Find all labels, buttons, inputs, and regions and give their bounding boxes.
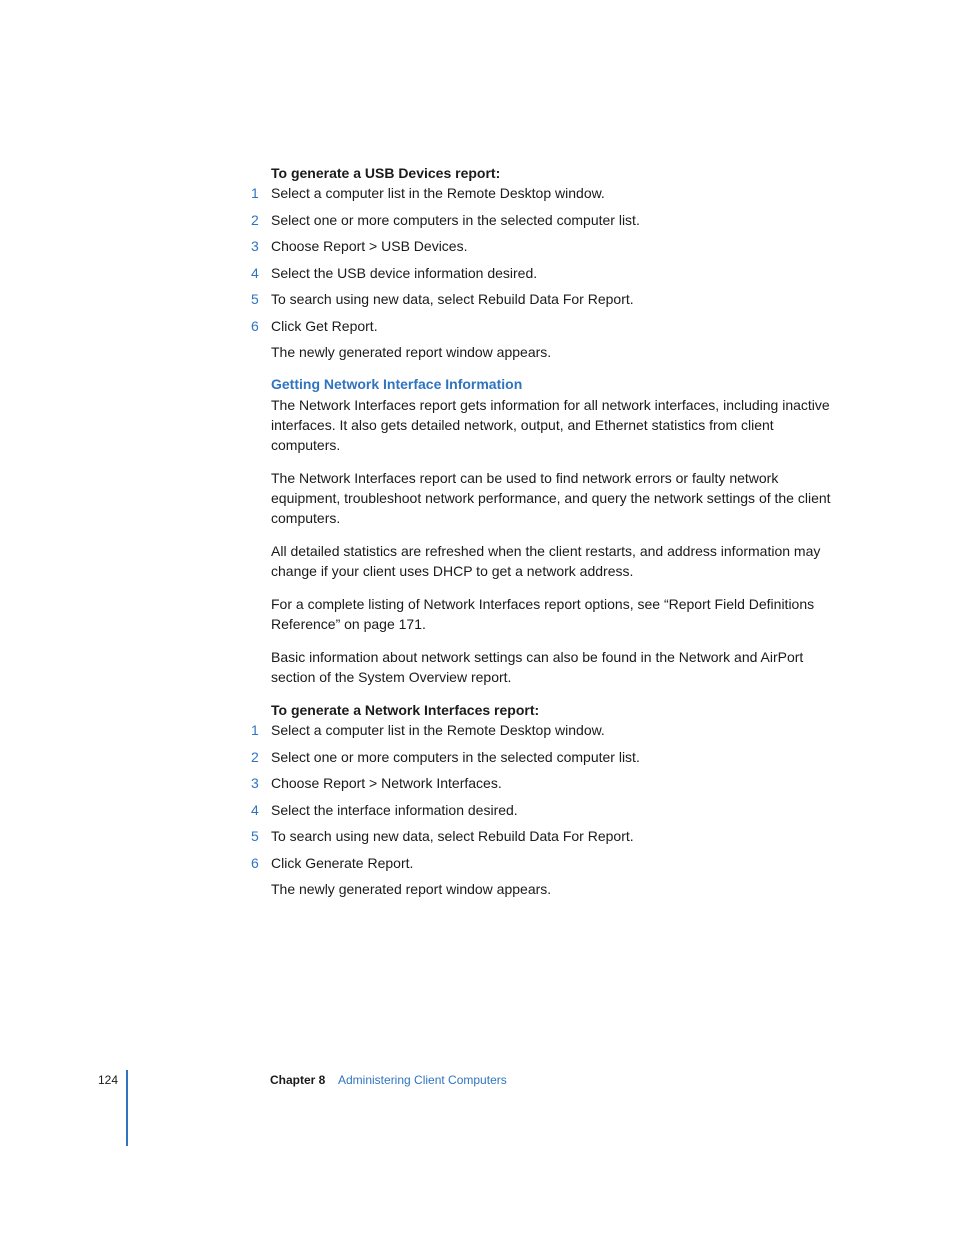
step-number: 2 <box>251 211 259 228</box>
list-item <box>251 720 831 747</box>
chapter-title: Administering Client Computers <box>338 1073 507 1087</box>
list-item <box>251 236 831 263</box>
usb-result-text: The newly generated report window appears. <box>271 344 552 360</box>
list-item <box>251 263 831 290</box>
step-number: 5 <box>251 828 259 844</box>
list-item <box>251 183 831 210</box>
step-number: 1 <box>251 185 259 201</box>
step-text: To search using new data, select Rebuild Data For Report. <box>271 291 634 307</box>
step-number: 6 <box>251 317 259 334</box>
paragraph: All detailed statistics are refreshed when the client restarts, and address information may change if your client uses DHCP to get a network address. <box>271 543 821 579</box>
step-text: Select the USB device information desired. <box>271 264 538 281</box>
step-text: Click Get Report. <box>271 317 378 334</box>
step-text: Select a computer list in the Remote Desktop window. <box>271 722 605 738</box>
step-number: 6 <box>251 854 259 871</box>
step-number: 2 <box>251 748 259 765</box>
paragraph: Basic information about network settings can also be found in the Network and AirPort section of the System Overview report. <box>271 649 804 685</box>
list-item <box>251 773 831 800</box>
paragraph: The Network Interfaces report gets information for all network interfaces, including inactive interfaces. It also gets detailed network, output, and Ethernet statistics from client computers. <box>271 397 830 453</box>
chapter-label: Chapter 8 <box>270 1073 326 1087</box>
step-text: Choose Report > Network Interfaces. <box>271 775 502 791</box>
list-item <box>251 800 831 827</box>
step-number: 4 <box>251 264 259 281</box>
network-procedure-heading: To generate a Network Interfaces report: <box>271 702 540 718</box>
usb-steps-list <box>251 183 831 342</box>
network-result-text: The newly generated report window appears. <box>271 881 552 897</box>
step-text: Select one or more computers in the selected computer list. <box>271 748 640 765</box>
page-content <box>251 163 831 899</box>
step-number: 1 <box>251 722 259 738</box>
paragraph: For a complete listing of Network Interfaces report options, see “Report Field Definitions Reference” on page 171. <box>271 596 815 632</box>
list-item <box>251 853 831 880</box>
step-text: Select one or more computers in the selected computer list. <box>271 211 640 228</box>
step-number: 3 <box>251 238 259 254</box>
list-item <box>251 826 831 853</box>
step-text: To search using new data, select Rebuild Data For Report. <box>271 828 634 844</box>
step-text: Select the interface information desired. <box>271 801 518 818</box>
footer-divider <box>126 1070 128 1146</box>
list-item <box>251 747 831 774</box>
paragraph: The Network Interfaces report can be used to find network errors or faulty network equipment, troubleshoot network performance, and query the network settings of the client computers. <box>271 470 831 526</box>
list-item <box>251 289 831 316</box>
usb-procedure-heading: To generate a USB Devices report: <box>271 165 501 181</box>
step-text: Choose Report > USB Devices. <box>271 238 468 254</box>
step-number: 4 <box>251 801 259 818</box>
step-text: Click Generate Report. <box>271 854 414 871</box>
step-text: Select a computer list in the Remote Desktop window. <box>271 185 605 201</box>
section-heading: Getting Network Interface Information <box>271 376 523 392</box>
step-number: 3 <box>251 775 259 791</box>
list-item <box>251 210 831 237</box>
network-steps-list <box>251 720 831 879</box>
page-number: 124 <box>98 1073 119 1087</box>
step-number: 5 <box>251 291 259 307</box>
list-item <box>251 316 831 343</box>
